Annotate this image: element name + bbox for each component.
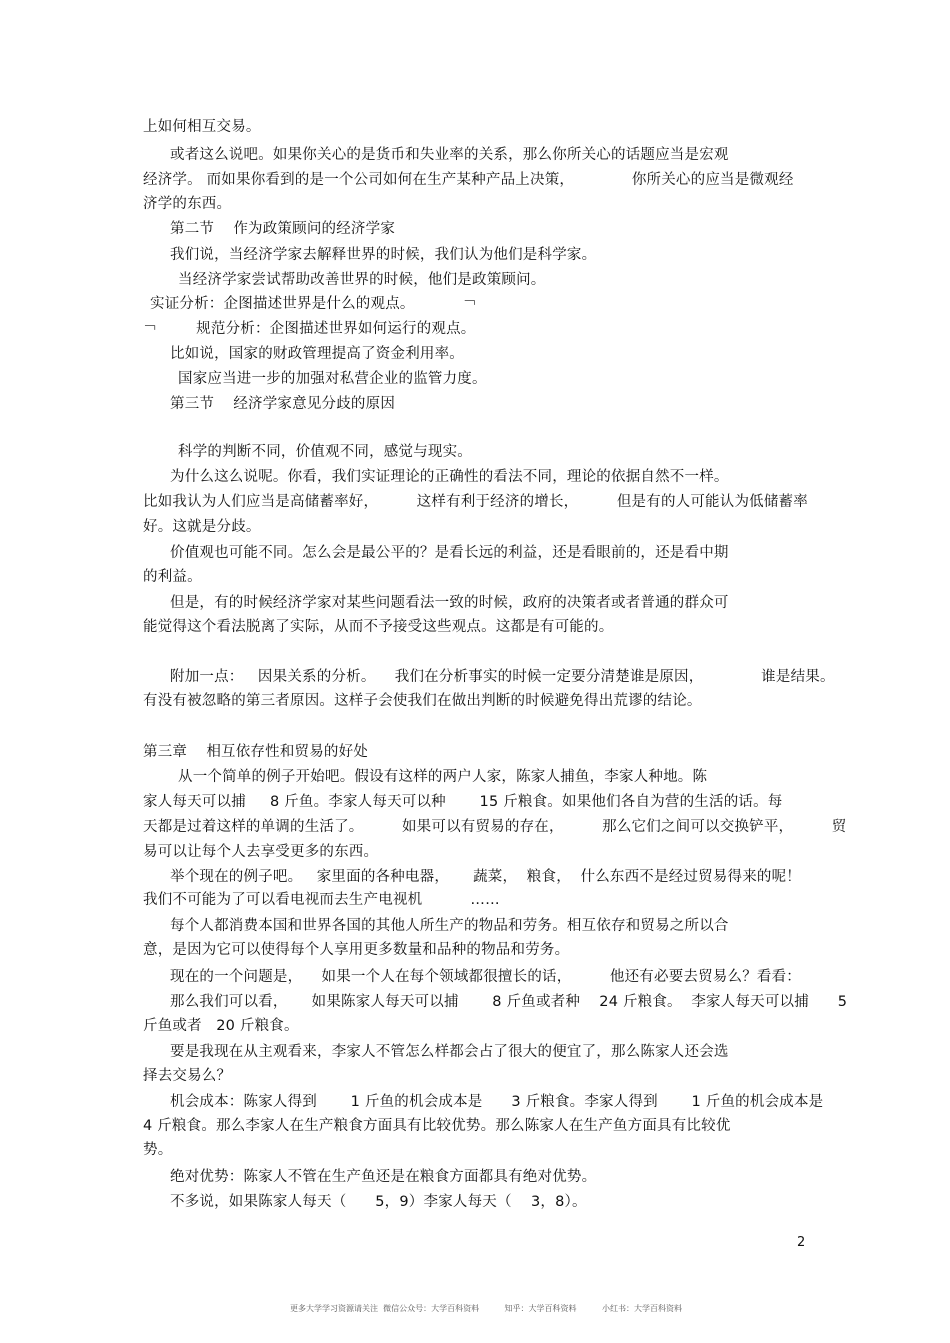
text-line: 有没有被忽略的第三者原因。这样子会使我们在做出判断的时候避免得出荒谬的结论。 — [143, 693, 702, 709]
text-line: 实证分析：企图描述世界是什么的观点。 ￢ — [150, 296, 478, 312]
text-line: 或者这么说吧。如果你关心的是货币和失业率的关系，那么你所关心的话题应当是宏观 — [170, 147, 729, 163]
section-heading: 第二节 作为政策顾问的经济学家 — [170, 221, 396, 237]
text-line: 能觉得这个看法脱离了实际，从而不予接受这些观点。这都是有可能的。 — [143, 619, 614, 635]
text-line: 天都是过着这样的单调的生活了。 如果可以有贸易的存在， 那么它们之间可以交换铲平， 贸 — [143, 819, 847, 835]
text-line: 上如何相互交易。 — [143, 119, 261, 135]
text-line: 斤鱼或者 20 斤粮食。 — [143, 1018, 299, 1034]
text-line: 我们不可能为了可以看电视而去生产电视机 …… — [143, 892, 500, 908]
text-line: 科学的判断不同，价值观不同，感觉与现实。 — [178, 444, 472, 460]
text-line: 现在的一个问题是， 如果一个人在每个领域都很擅长的话， 他还有必要去贸易么？看看： — [170, 969, 802, 985]
text-line: ￢ 规范分析：企图描述世界如何运行的观点。 — [143, 321, 476, 337]
text-line: 当经济学家尝试帮助改善世界的时候，他们是政策顾问。 — [178, 272, 546, 288]
text-line: 济学的东西。 — [143, 196, 232, 212]
text-line: 家人每天可以捕 8 斤鱼。李家人每天可以种 15 斤粮食。如果他们各自为营的生活的话。每 — [143, 794, 783, 810]
text-line: 为什么这么说呢。你看，我们实证理论的正确性的看法不同，理论的依据自然不一样。 — [170, 469, 729, 485]
text-line: 价值观也可能不同。怎么会是最公平的？是看长远的利益，还是看眼前的，还是看中期 — [170, 545, 729, 561]
text-line: 从一个简单的例子开始吧。假设有这样的两户人家，陈家人捕鱼，李家人种地。陈 — [178, 769, 708, 785]
text-line: 每个人都消费本国和世界各国的其他人所生产的物品和劳务。相互依存和贸易之所以合 — [170, 918, 729, 934]
text-line: 但是，有的时候经济学家对某些问题看法一致的时候，政府的决策者或者普通的群众可 — [170, 595, 729, 611]
text-line: 比如说，国家的财政管理提高了资金利用率。 — [170, 346, 464, 362]
footer-note: 更多大学学习资源请关注 微信公众号：大学百科资料 知乎：大学百科资料 小红书：大学百科资料 — [290, 1304, 682, 1313]
chapter-heading: 第三章 相互依存性和贸易的好处 — [143, 744, 369, 760]
page-number: 2 — [797, 1235, 806, 1250]
text-line: 我们说，当经济学家去解释世界的时候，我们认为他们是科学家。 — [170, 247, 597, 263]
text-line: 比如我认为人们应当是高储蓄率好， 这样有利于经济的增长， 但是有的人可能认为低储蓄率 — [143, 494, 808, 510]
text-line: 势。 — [143, 1142, 173, 1158]
text-line: 好。这就是分歧。 — [143, 519, 261, 535]
text-line: 国家应当进一步的加强对私营企业的监管力度。 — [178, 371, 487, 387]
section-heading: 第三节 经济学家意见分歧的原因 — [170, 396, 396, 412]
text-line: 择去交易么？ — [143, 1068, 232, 1084]
text-line: 4 斤粮食。那么李家人在生产粮食方面具有比较优势。那么陈家人在生产鱼方面具有比较优 — [143, 1118, 731, 1134]
text-line: 附加一点： 因果关系的分析。 我们在分析事实的时候一定要分清楚谁是原因， 谁是结果。 — [170, 669, 835, 685]
text-line: 的利益。 — [143, 569, 202, 585]
text-line: 机会成本：陈家人得到 1 斤鱼的机会成本是 3 斤粮食。李家人得到 1 斤鱼的机会成本是 — [170, 1094, 824, 1110]
text-line: 不多说，如果陈家人每天（ 5，9）李家人每天（ 3，8）。 — [170, 1194, 587, 1210]
text-line: 意，是因为它可以使得每个人享用更多数量和品种的物品和劳务。 — [143, 942, 570, 958]
text-line: 经济学。 而如果你看到的是一个公司如何在生产某种产品上决策， 你所关心的应当是微观经 — [143, 172, 794, 188]
text-line: 举个现在的例子吧。 家里面的各种电器， 蔬菜， 粮食， 什么东西不是经过贸易得来的呢！ — [170, 869, 802, 885]
text-line: 绝对优势：陈家人不管在生产鱼还是在粮食方面都具有绝对优势。 — [170, 1169, 597, 1185]
text-line: 易可以让每个人去享受更多的东西。 — [143, 844, 379, 860]
text-line: 那么我们可以看， 如果陈家人每天可以捕 8 斤鱼或者种 24 斤粮食。 李家人每天可以捕 5 — [170, 994, 848, 1010]
text-line: 要是我现在从主观看来，李家人不管怎么样都会占了很大的便宜了，那么陈家人还会选 — [170, 1044, 729, 1060]
